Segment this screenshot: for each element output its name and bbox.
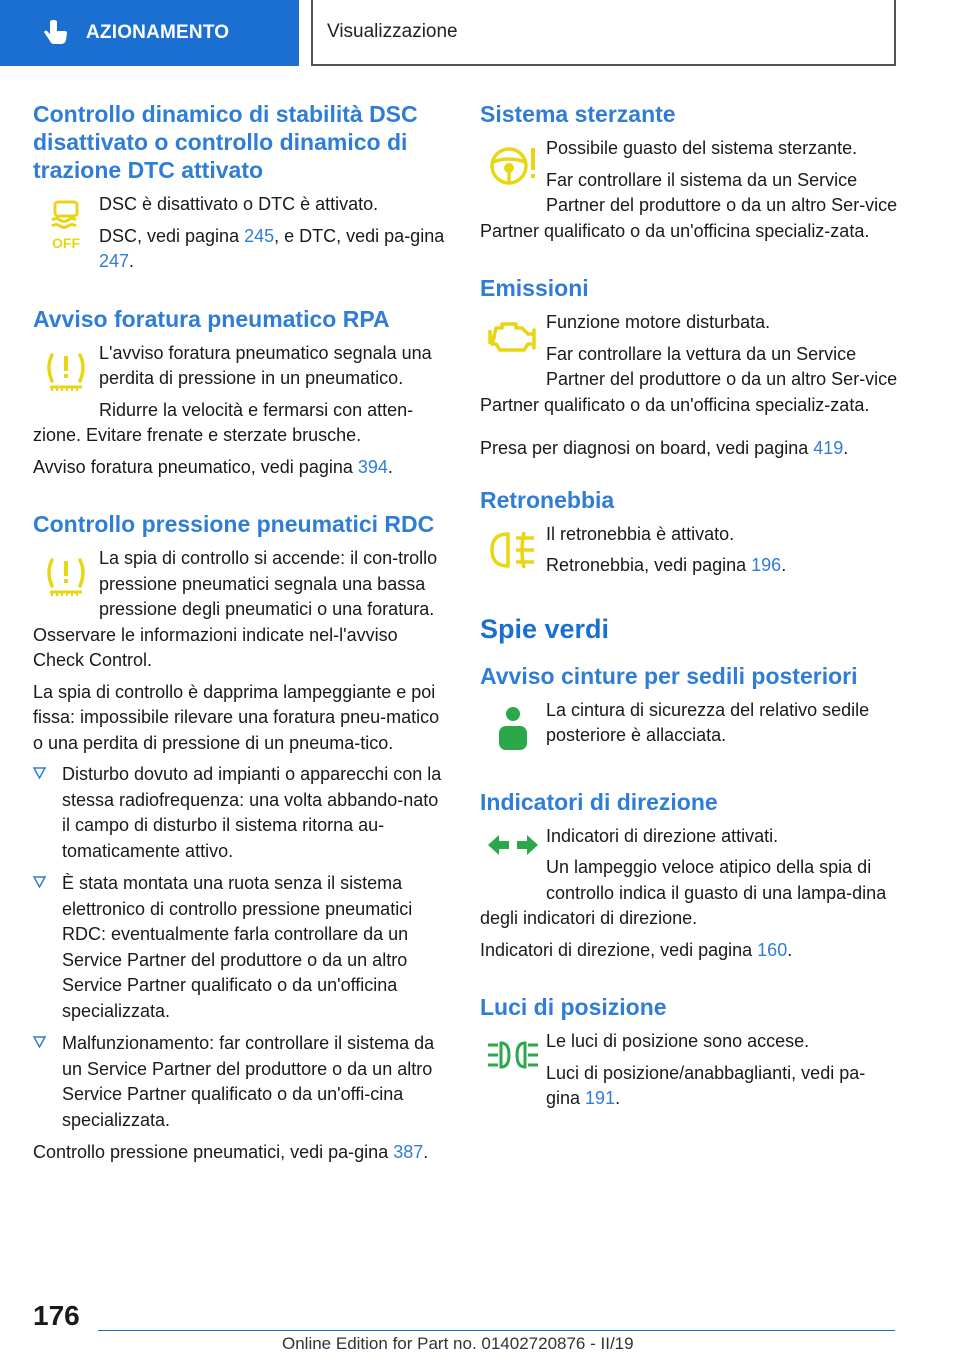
fog-section: [480, 486, 898, 588]
emissions-section: [480, 274, 898, 462]
fog-title: Retronebbia: [480, 486, 615, 513]
svg-text:OFF: OFF: [52, 235, 80, 251]
steering-text-2: Far controllare il sistema da un Service Partner del produttore o da un altro Ser-vice Partner qualificato o da un'officina specializ-zata.: [480, 169, 898, 241]
right-column: [480, 100, 898, 1142]
page-link[interactable]: 160: [757, 939, 788, 960]
rpa-title: Avviso foratura pneumatico RPA: [33, 305, 390, 332]
rdc-title: Controllo pressione pneumatici RDC: [33, 511, 435, 537]
page-number: 176: [33, 1300, 80, 1331]
turn-title: Indicatori di direzione: [480, 788, 718, 815]
page-link[interactable]: 191: [585, 1088, 616, 1108]
seatbelt-section: [480, 662, 898, 764]
triangle-bullet-icon: [33, 876, 46, 889]
page-header: [0, 0, 960, 66]
position-lights-icon: [480, 1029, 546, 1095]
page-link[interactable]: 419: [813, 438, 844, 458]
emissions-title: Emissioni: [480, 275, 589, 301]
position-text-1: Le luci di posizione sono accese.: [546, 1031, 810, 1051]
section-tab-label: Visualizzazione: [327, 21, 458, 42]
dsc-section: [33, 100, 451, 281]
page-link[interactable]: 247: [99, 251, 130, 271]
list-item: Disturbo dovuto ad impianti o apparecchi con la stessa radiofrequenza: una volta abbando-nato il campo di disturbo il sistema ritorna au-tomaticamente attivo.: [33, 762, 451, 864]
emissions-text-3: Presa per diagnosi on board, vedi pagina 419.: [480, 438, 849, 458]
turn-section: [480, 788, 898, 970]
page-link[interactable]: 196: [751, 555, 782, 575]
triangle-bullet-icon: [33, 1036, 46, 1049]
seatbelt-title: Avviso cinture per sedili posteriori: [480, 662, 858, 689]
tire-warning-icon: [33, 341, 99, 407]
rpa-text-1: L'avviso foratura pneumatico segnala una perdita di pressione in un pneumatico.: [99, 342, 432, 388]
steering-title: Sistema sterzante: [480, 101, 676, 127]
rdc-section: [33, 510, 451, 1166]
list-item: È stata montata una ruota senza il sistema elettronico di controllo pressione pneumatici RDC: eventualmente farla controllare da un Service Partner del produttore o da un altro Service Partner qualificato o da un'officina specializzata.: [33, 871, 451, 1024]
engine-icon: [480, 310, 546, 376]
green-lights-title: Spie verdi: [480, 613, 610, 644]
dsc-off-icon: [33, 192, 99, 258]
chapter-tab[interactable]: [0, 0, 299, 66]
turn-text-1: Indicatori di direzione attivati.: [546, 825, 779, 846]
tire-pressure-icon: [33, 546, 99, 612]
section-tab[interactable]: [311, 0, 896, 66]
rdc-text-2: La spia di controllo è dapprima lampeggiante e poi fissa: impossibile rilevare una foratura pneu-matico o una perdita di pressione di un pneuma-tico.: [33, 681, 440, 753]
turn-text-3: Indicatori di direzione, vedi pagina 160.: [480, 939, 793, 960]
turn-text-2: Un lampeggio veloce atipico della spia di controllo indica il guasto di una lampa-dina degli indicatori di direzione.: [480, 857, 887, 928]
steering-section: [480, 100, 898, 250]
rear-seatbelt-icon: [480, 698, 546, 764]
dsc-text-1: DSC è disattivato o DTC è attivato.: [99, 194, 379, 214]
seatbelt-text-1: La cintura di sicurezza del relativo sedile posteriore è allacciata.: [546, 699, 870, 745]
rear-fog-icon: [480, 522, 546, 588]
steering-text-1: Possibile guasto del sistema sterzante.: [546, 138, 858, 158]
rpa-text-2: Ridurre la velocità e fermarsi con atten-zione. Evitare frenate e sterzate brusche.: [33, 399, 414, 445]
dsc-text-2: DSC, vedi pagina 245, e DTC, vedi pa-gina 247.: [99, 225, 445, 271]
steering-wheel-icon: [480, 136, 546, 202]
footer-divider: [98, 1330, 895, 1331]
rpa-text-3: Avviso foratura pneumatico, vedi pagina 394.: [33, 456, 393, 477]
position-text-2: Luci di posizione/anabbaglianti, vedi pa-gina 191.: [546, 1062, 866, 1108]
rdc-text-3: Controllo pressione pneumatici, vedi pa-gina 387.: [33, 1142, 429, 1162]
hand-pointer-icon: [42, 20, 68, 46]
page-link[interactable]: 394: [357, 456, 388, 477]
page-link[interactable]: 245: [244, 225, 275, 246]
rdc-bullet-list: [33, 762, 451, 1133]
emissions-text-2: Far controllare la vettura da un Service Partner del produttore o da un altro Ser-vice Partner qualificato o da un'officina specializ-zata.: [480, 343, 898, 415]
page-link[interactable]: 387: [393, 1142, 424, 1162]
emissions-text-1: Funzione motore disturbata.: [546, 312, 771, 332]
chapter-tab-label: AZIONAMENTO: [86, 22, 230, 43]
position-section: [480, 993, 898, 1118]
triangle-bullet-icon: [33, 767, 46, 780]
rdc-text-1: La spia di controllo si accende: il con-trollo pressione pneumatici segnala una bassa pressione degli pneumatici o una foratura. Osservare le informazioni indicate nel-l'avviso Check Control.: [33, 548, 438, 670]
list-item: Malfunzionamento: far controllare il sistema da un Service Partner del produttore o da un altro Service Partner qualificato o da un'offi-cina specializzata.: [33, 1031, 451, 1133]
rpa-section: [33, 305, 451, 487]
fog-text-1: Il retronebbia è attivato.: [546, 523, 735, 544]
left-column: [33, 100, 451, 1190]
position-title: Luci di posizione: [480, 994, 667, 1020]
edition-text: Online Edition for Part no. 01402720876 - II/19: [282, 1334, 634, 1353]
fog-text-2: Retronebbia, vedi pagina 196.: [546, 555, 787, 575]
dsc-title: Controllo dinamico di stabilità DSC disattivato o controllo dinamico di trazione DTC attivato: [33, 101, 418, 183]
turn-signal-icon: [480, 824, 546, 890]
